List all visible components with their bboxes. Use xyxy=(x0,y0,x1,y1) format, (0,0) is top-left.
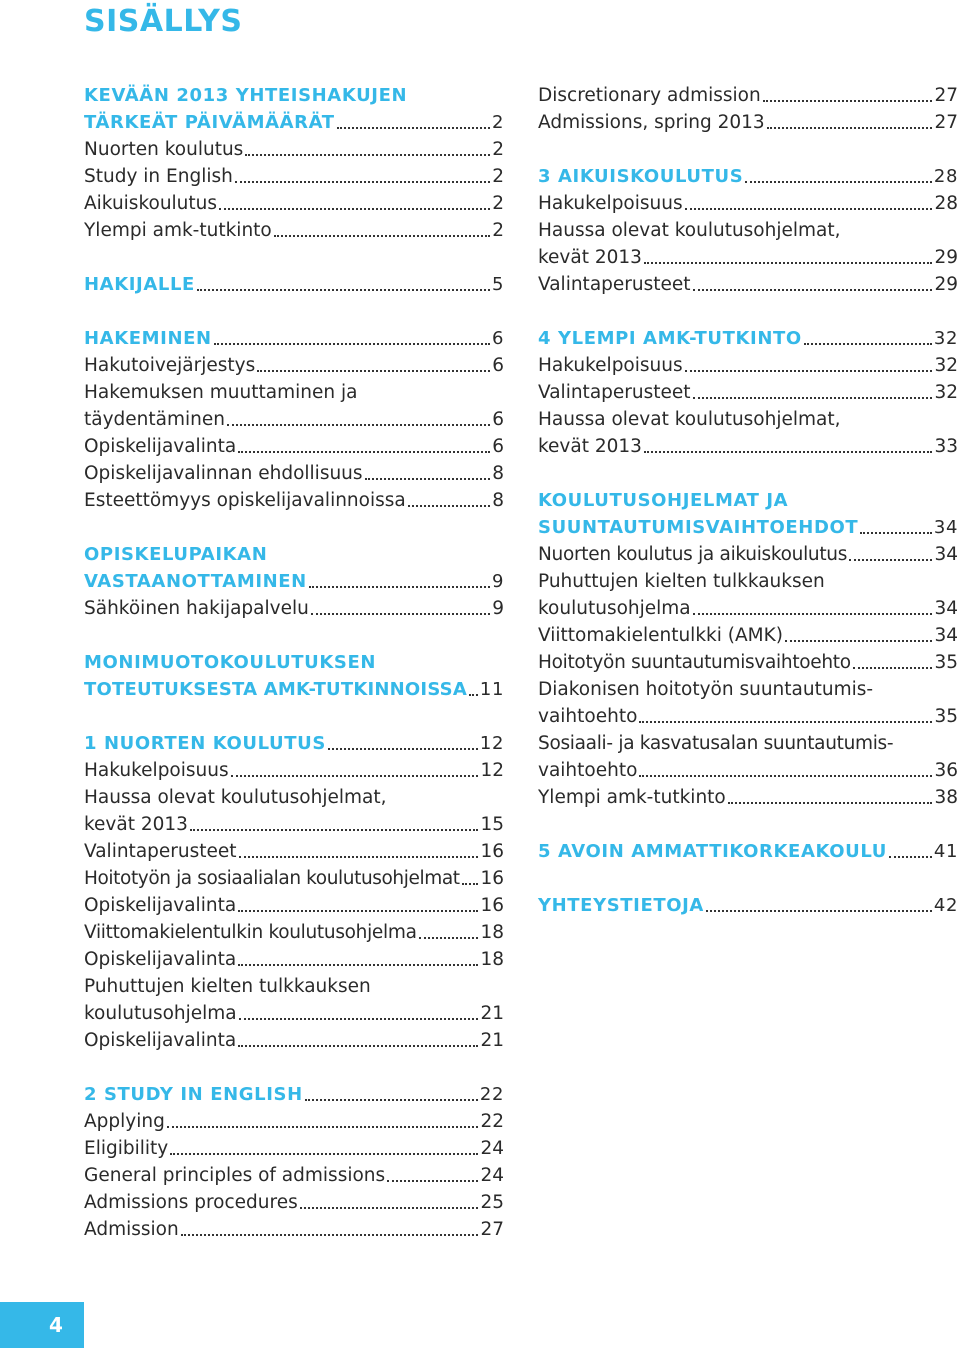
page-number-badge: 4 xyxy=(0,1302,84,1348)
toc-entry-line: Haussa olevat koulutusohjelmat, xyxy=(84,787,387,808)
toc-entry[interactable]: Nuorten koulutus ja aikuiskoulutus 34 xyxy=(538,544,958,565)
toc-entry[interactable]: Hakukelpoisuus 32 xyxy=(538,355,958,376)
toc-entry[interactable]: Opiskelijavalinta 16 xyxy=(84,895,504,916)
toc-entry[interactable]: Viittomakielentulkki (AMK) 34 xyxy=(538,625,958,646)
toc-entry-line: Haussa olevat koulutusohjelmat, xyxy=(538,220,841,241)
toc-entry[interactable]: Opiskelijavalinnan ehdollisuus 8 xyxy=(84,463,504,484)
toc-entry[interactable]: Hoitotyön ja sosiaalialan koulutusohjelmat 16 xyxy=(84,868,504,889)
toc-entry[interactable]: Hakukelpoisuus 12 xyxy=(84,760,504,781)
toc-entry[interactable]: Hoitotyön suuntautumisvaihtoehto 35 xyxy=(538,652,958,673)
toc-entry[interactable]: Hakutoivejärjestys 6 xyxy=(84,355,504,376)
toc-entry[interactable]: Sähköinen hakijapalvelu 9 xyxy=(84,598,504,619)
toc-entry[interactable]: vaihtoehto 36 xyxy=(538,760,958,781)
toc-heading: KEVÄÄN 2013 YHTEISHAKUJEN xyxy=(84,85,408,106)
toc-entry[interactable]: kevät 2013 15 xyxy=(84,814,504,835)
toc-entry[interactable]: Valintaperusteet 29 xyxy=(538,274,958,295)
toc-heading-link[interactable]: HAKIJALLE 5 xyxy=(84,274,504,295)
toc-entry[interactable]: kevät 2013 29 xyxy=(538,247,958,268)
toc-entry-line: Sosiaali- ja kasvatusalan suuntautumis- xyxy=(538,733,894,754)
toc-entry[interactable]: Study in English 2 xyxy=(84,166,504,187)
toc-heading-link[interactable]: 5 AVOIN AMMATTIKORKEAKOULU 41 xyxy=(538,841,958,862)
page-title: SISÄLLYS xyxy=(84,4,243,39)
toc-entry-line: Puhuttujen kielten tulkkauksen xyxy=(84,976,371,997)
toc-entry[interactable]: Eligibility 24 xyxy=(84,1138,504,1159)
toc-entry[interactable]: Discretionary admission 27 xyxy=(538,85,958,106)
toc-heading-link[interactable]: TÄRKEÄT PÄIVÄMÄÄRÄT 2 xyxy=(84,112,504,133)
toc-heading-link[interactable]: 3 AIKUISKOULUTUS 28 xyxy=(538,166,958,187)
toc-entry[interactable]: täydentäminen 6 xyxy=(84,409,504,430)
toc-entry[interactable]: Ylempi amk-tutkinto 2 xyxy=(84,220,504,241)
toc-entry[interactable]: Admissions, spring 2013 27 xyxy=(538,112,958,133)
toc-entry-line: Haussa olevat koulutusohjelmat, xyxy=(538,409,841,430)
toc-heading-link[interactable]: SUUNTAUTUMISVAIHTOEHDOT 34 xyxy=(538,517,958,538)
toc-entry-line: Puhuttujen kielten tulkkauksen xyxy=(538,571,825,592)
toc-entry[interactable]: Opiskelijavalinta 6 xyxy=(84,436,504,457)
toc-entry[interactable]: Admissions procedures 25 xyxy=(84,1192,504,1213)
toc-entry[interactable]: vaihtoehto 35 xyxy=(538,706,958,727)
toc-entry[interactable]: Hakukelpoisuus 28 xyxy=(538,193,958,214)
toc-entry-line: Diakonisen hoitotyön suuntautumis- xyxy=(538,679,874,700)
toc-entry[interactable]: General principles of admissions 24 xyxy=(84,1165,504,1186)
toc-entry[interactable]: Aikuiskoulutus 2 xyxy=(84,193,504,214)
toc-heading: OPISKELUPAIKAN xyxy=(84,544,268,565)
toc-entry[interactable]: Valintaperusteet 16 xyxy=(84,841,504,862)
toc-entry[interactable]: koulutusohjelma 21 xyxy=(84,1003,504,1024)
toc-heading: KOULUTUSOHJELMAT JA xyxy=(538,490,789,511)
toc-entry[interactable]: Opiskelijavalinta 18 xyxy=(84,949,504,970)
toc-heading-link[interactable]: TOTEUTUKSESTA AMK-TUTKINNOISSA 11 xyxy=(84,679,504,700)
toc-entry[interactable]: Applying 22 xyxy=(84,1111,504,1132)
toc-entry[interactable]: Ylempi amk-tutkinto 38 xyxy=(538,787,958,808)
toc-heading-link[interactable]: YHTEYSTIETOJA 42 xyxy=(538,895,958,916)
toc-entry[interactable]: Esteettömyys opiskelijavalinnoissa 8 xyxy=(84,490,504,511)
toc-heading-link[interactable]: 1 NUORTEN KOULUTUS 12 xyxy=(84,733,504,754)
toc-heading: MONIMUOTOKOULUTUKSEN xyxy=(84,652,377,673)
toc-entry[interactable]: Opiskelijavalinta 21 xyxy=(84,1030,504,1051)
toc-heading-link[interactable]: 2 STUDY IN ENGLISH 22 xyxy=(84,1084,504,1105)
toc-entry[interactable]: kevät 2013 33 xyxy=(538,436,958,457)
toc-entry[interactable]: Valintaperusteet 32 xyxy=(538,382,958,403)
toc-entry[interactable]: koulutusohjelma 34 xyxy=(538,598,958,619)
toc-heading-link[interactable]: HAKEMINEN 6 xyxy=(84,328,504,349)
toc-entry[interactable]: Admission 27 xyxy=(84,1219,504,1240)
toc-right-column xyxy=(538,82,958,919)
toc-entry[interactable]: Viittomakielentulkin koulutusohjelma 18 xyxy=(84,922,504,943)
toc-heading-link[interactable]: 4 YLEMPI AMK-TUTKINTO 32 xyxy=(538,328,958,349)
toc-left-column xyxy=(84,82,504,1243)
toc-heading-link[interactable]: VASTAANOTTAMINEN 9 xyxy=(84,571,504,592)
toc-entry[interactable]: Nuorten koulutus 2 xyxy=(84,139,504,160)
toc-entry-line: Hakemuksen muuttaminen ja xyxy=(84,382,358,403)
